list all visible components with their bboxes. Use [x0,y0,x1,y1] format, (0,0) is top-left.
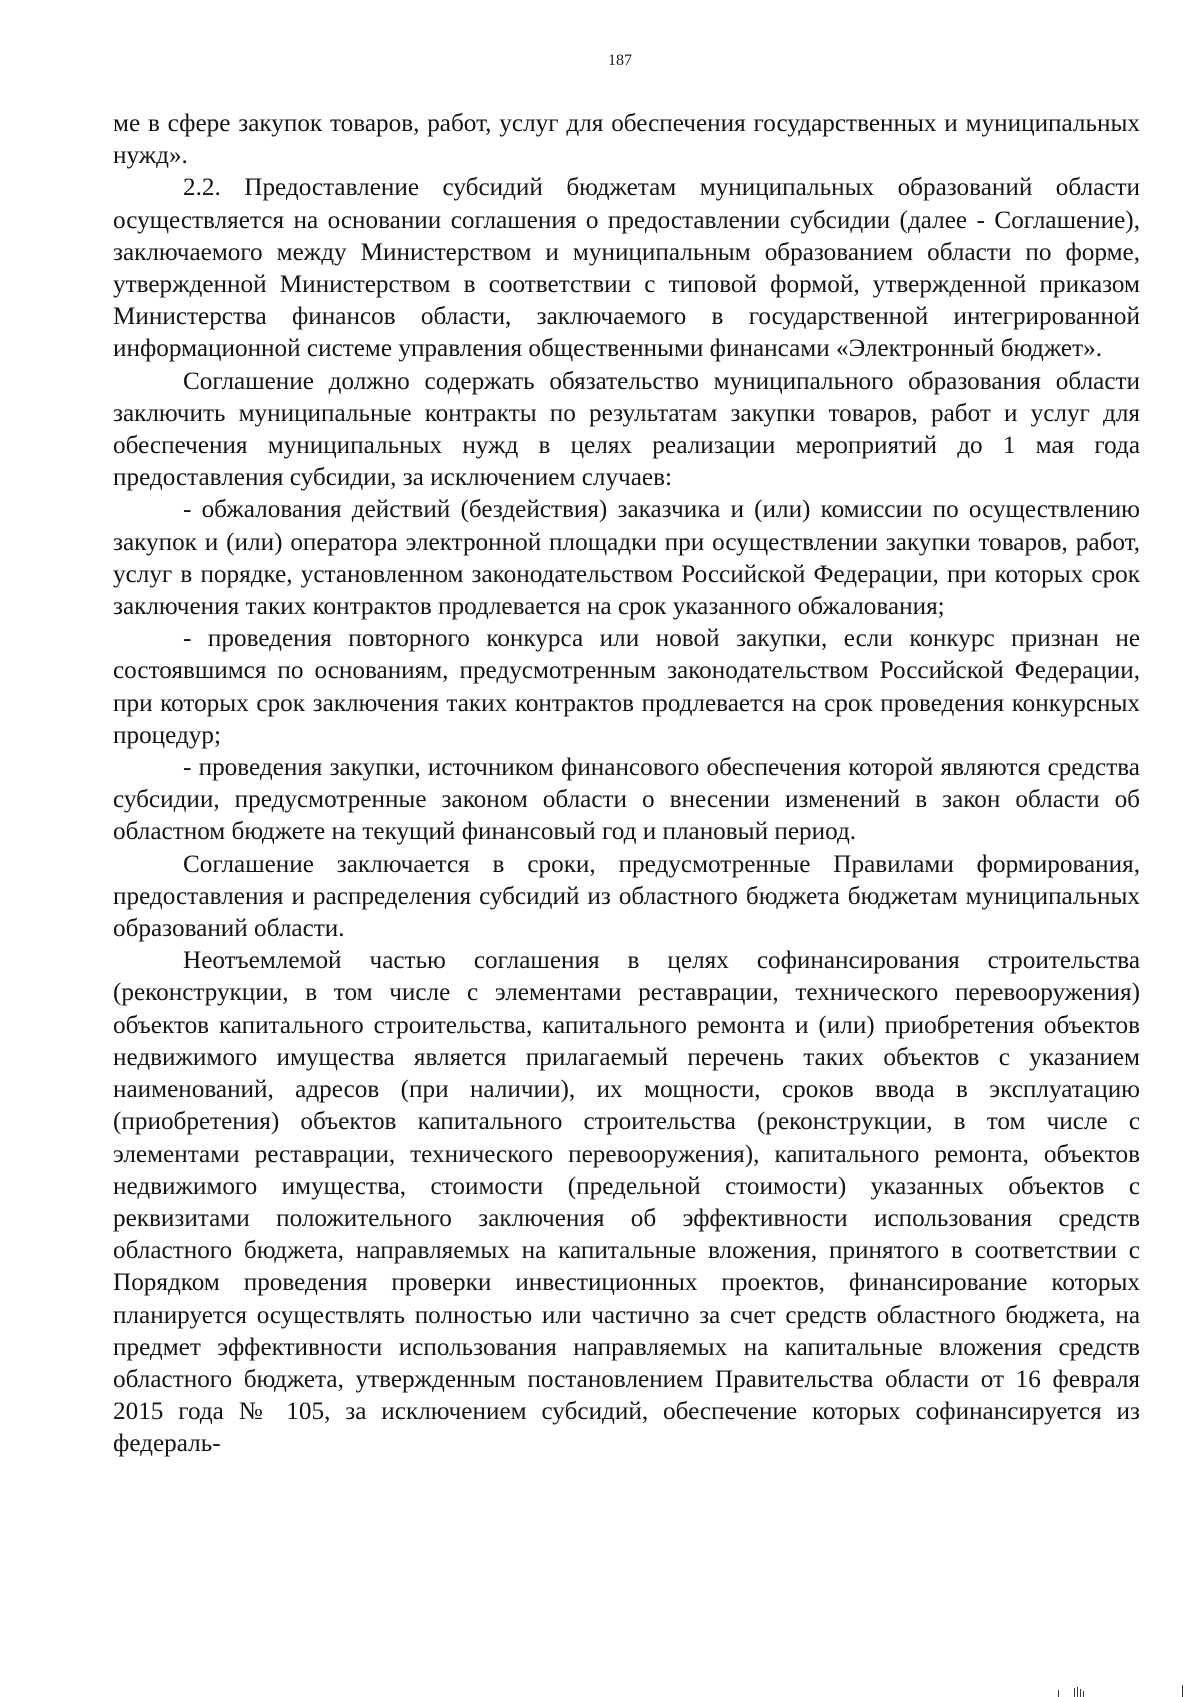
list-item-appeal: - обжалования действий (бездействия) заказчика и (или) комиссии по осуществлению закупок и (или) оператора электронной площадки при осуществлении закупки товаров, работ, услуг в порядке, установленном законодательством Российской Федерации, при которых срок заключения таких контрактов продлевается на срок указанного обжалования; [113,496,1140,621]
scan-artifact-marks [1040,1683,1190,1697]
list-item-repeat-tender: - проведения повторного конкурса или новой закупки, если конкурс признан не состоявшимся по основаниям, предусмотренным законодательством Российской Федерации, при которых срок заключения таких контрактов продлевается на срок проведения конкурсных процедур; [113,625,1140,749]
paragraph-2-2: 2.2. Предоставление субсидий бюджетам муниципальных образований области осуществляется на основании соглашения о предоставлении субсидии (далее - Соглашение), заключаемого между Министерством и муниципальным образованием области по форме, утвержденной Министерством в соответствии с типовой формой, утвержденной приказом Министерства финансов области, заключаемого в государственной интегрированной информационной системе управления общественными финансами «Электронный бюджет». [113,174,1140,363]
paragraph-agreement-terms: Соглашение заключается в сроки, предусмотренные Правилами формирования, предоставления и распределения субсидий из областного бюджета бюджетам муниципальных образований области. [113,850,1140,943]
paragraph-agreement-obligation: Соглашение должно содержать обязательство муниципального образования области заключить муниципальные контракты по результатам закупки товаров, работ и услуг для обеспечения муниципальных нужд в целях реализации мероприятий до 1 мая года предоставления субсидии, за исключением случаев: [113,367,1140,492]
list-item-procurement: - проведения закупки, источником финансового обеспечения которой являются средства субсидии, предусмотренные законом области о внесении изменений в закон области об областном бюджете на текущий финансовый год и плановый период. [113,754,1140,846]
page-number: 187 [608,52,632,69]
body-text [113,108,1140,1461]
paragraph-continuation: ме в сфере закупок товаров, работ, услуг для обеспечения государственных и муниципальных нужд». [113,110,1140,170]
paragraph-integral-part: Неотъемлемой частью соглашения в целях софинансирования строительства (реконструкции, в том числе с элементами реставрации, технического перевооружения) объектов капитального строительства, капитального ремонта и (или) приобретения объектов недвижимого имущества является прилагаемый перечень таких объектов с указанием наименований, адресов (при наличии), их мощности, сроков ввода в эксплуатацию (приобретения) объектов капитального строительства (реконструкции, в том числе с элементами реставрации, технического перевооружения), капитального ремонта, объектов недвижимого имущества, стоимости (предельной стоимости) указанных объектов с реквизитами положительного заключения об эффективности использования средств областного бюджета, направляемых на капитальные вложения, принятого в соответствии с Порядком проведения проверки инвестиционных проектов, финансирование которых планируется осуществлять полностью или частично за счет средств областного бюджета, на предмет эффективности использования направляемых на капитальные вложения средств областного бюджета, утвержденным постановлением Правительства области от 16 февраля 2015 года № 105, за исключением субсидий, обеспечение которых софинансируется из федераль- [113,947,1140,1458]
